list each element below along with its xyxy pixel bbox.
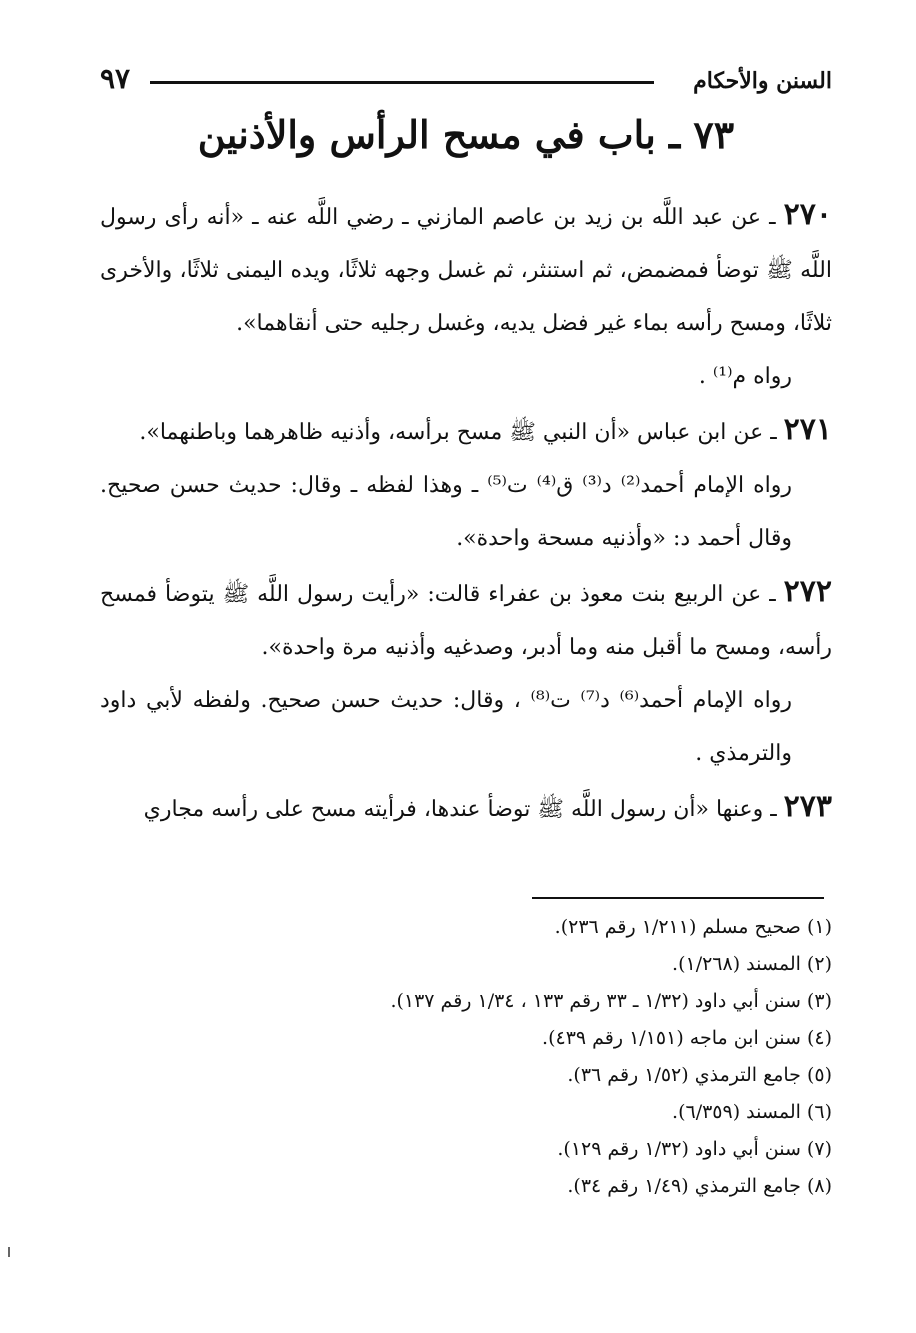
footnote-8: (٨) جامع الترمذي (١/٤٩ رقم ٣٤). — [567, 1175, 832, 1197]
hadith-270 — [100, 188, 832, 350]
hadith-source: رواه الإمام أحمد⁽⁶⁾ د⁽⁷⁾ ت⁽⁸⁾ ، وقال: حديث حسن صحيح. ولفظه لأبي داود والترمذي . — [100, 688, 793, 766]
hadith-source: رواه م⁽¹⁾ . — [698, 364, 792, 389]
footnote-7: (٧) سنن أبي داود (١/٣٢ رقم ١٢٩). — [557, 1138, 832, 1160]
hadith-text: ـ عن الربيع بنت معوذ بن عفراء قالت: «رأيت رسول اللَّه ﷺ يتوضأ فمسح رأسه، ومسح ما أقبل منه وما أدبر، وصدغيه وأذنيه مرة واحدة». — [100, 582, 832, 660]
header-rule — [150, 81, 654, 84]
hadith-272 — [100, 565, 832, 674]
footnote-4: (٤) سنن ابن ماجه (١/١٥١ رقم ٤٣٩). — [542, 1027, 832, 1049]
footnote-2: (٢) المسند (١/٢٦٨). — [672, 953, 832, 975]
running-header-title: السنن والأحكام — [693, 68, 832, 94]
hadith-271 — [100, 403, 832, 459]
hadith-number: ٢٧٢ — [783, 574, 832, 609]
hadith-text: ـ عن ابن عباس «أن النبي ﷺ مسح برأسه، وأذنيه ظاهرهما وباطنهما». — [139, 420, 777, 445]
footnote-5: (٥) جامع الترمذي (١/٥٢ رقم ٣٦). — [567, 1064, 832, 1086]
page-number: ٩٧ — [100, 62, 131, 95]
running-header — [100, 62, 832, 102]
body-text — [100, 188, 832, 836]
footnote-rule — [532, 897, 824, 899]
footnote-3: (٣) سنن أبي داود (١/٣٢ ـ ٣٣ رقم ١٣٣ ، ١/٣٤ رقم ١٣٧). — [390, 990, 832, 1012]
footnote-6: (٦) المسند (٦/٣٥٩). — [672, 1101, 832, 1123]
hadith-text: ـ عن عبد اللَّه بن زيد بن عاصم المازني ـ رضي اللَّه عنه ـ «أنه رأى رسول اللَّه ﷺ توضأ فمضمض، ثم استنثر، ثم غسل وجهه ثلاثًا، ويده اليمنى ثلاثًا، والأخرى ثلاثًا، ومسح رأسه بماء غير فضل يديه، وغسل رجليه حتى أنقاهما». — [100, 205, 832, 336]
hadith-number: ٢٧١ — [783, 412, 832, 447]
hadith-source: رواه الإمام أحمد⁽²⁾ د⁽³⁾ ق⁽⁴⁾ ت⁽⁵⁾ ـ وهذا لفظه ـ وقال: حديث حسن صحيح. وقال أحمد د: «وأذنيه مسحة واحدة». — [100, 473, 792, 551]
hadith-273 — [100, 780, 832, 836]
hadith-number: ٢٧٣ — [783, 789, 832, 824]
chapter-title: ٧٣ ـ باب في مسح الرأس والأذنين — [197, 112, 735, 157]
footnotes — [100, 909, 832, 1205]
hadith-text: ـ وعنها «أن رسول اللَّه ﷺ توضأ عندها، فرأيته مسح على رأسه مجاري — [143, 797, 777, 822]
margin-mark — [8, 1247, 10, 1257]
hadith-number: ٢٧٠ — [783, 197, 832, 232]
footnote-1: (١) صحيح مسلم (١/٢١١ رقم ٢٣٦). — [554, 916, 832, 938]
